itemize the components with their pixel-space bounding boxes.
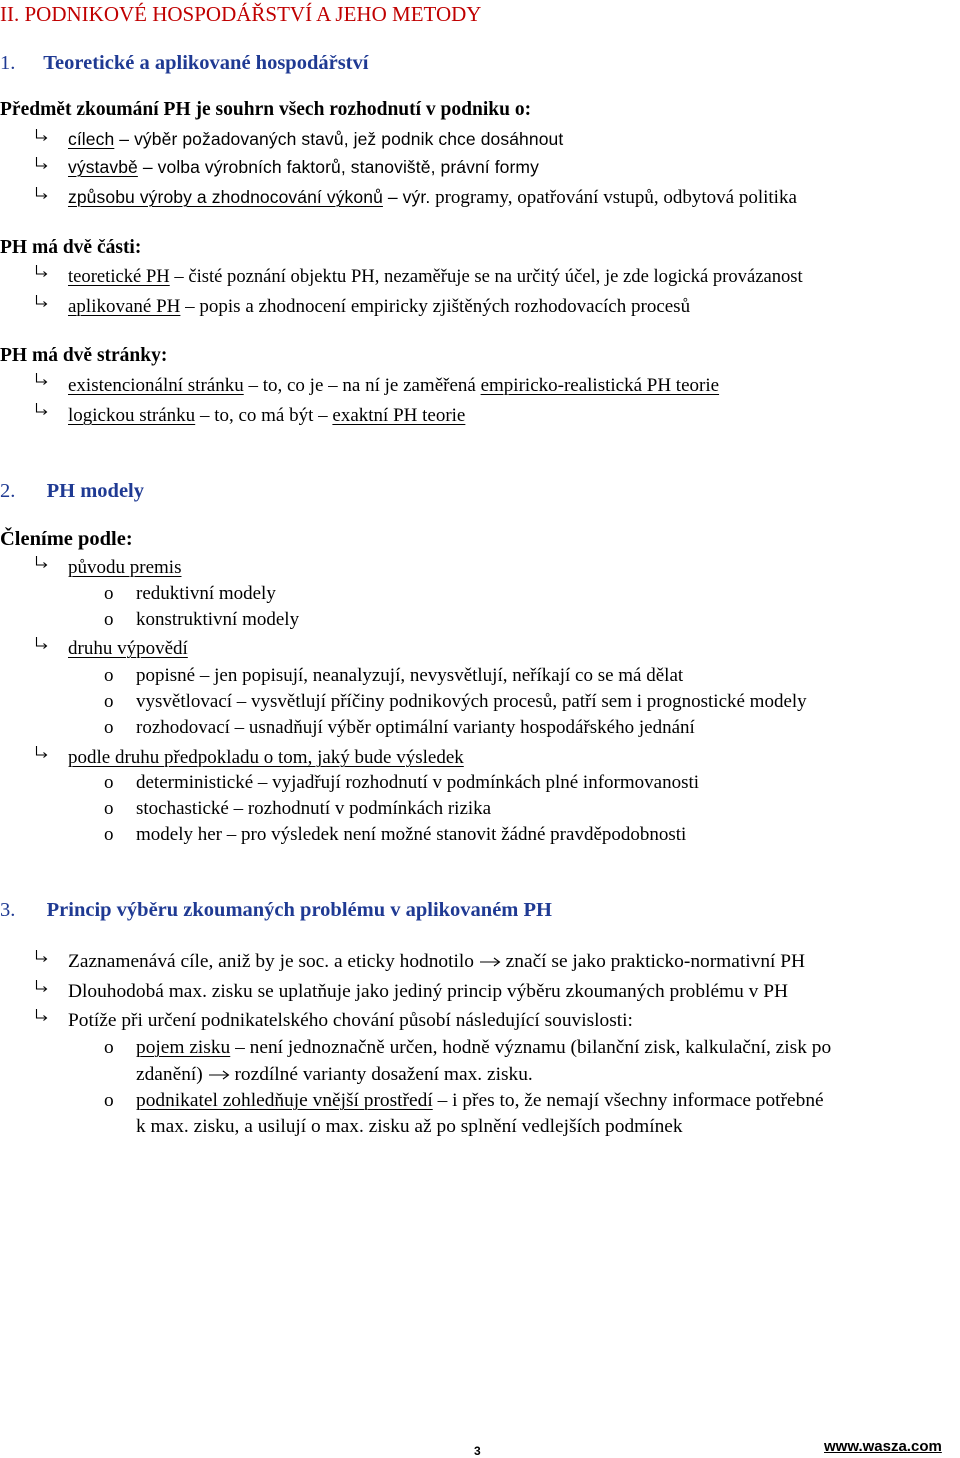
sub-bullet: o: [104, 583, 114, 604]
list-term: podnikatel zohledňuje vnější prostředí: [136, 1090, 433, 1111]
section-1-number: 1.: [0, 52, 16, 74]
sub-item: vysvětlovací – vysvětlují příčiny podnikových procesů, patří sem i prognostické modely: [136, 691, 807, 712]
corner-arrow-icon: [35, 373, 48, 386]
section-2-subheading: Členíme podle:: [0, 528, 133, 550]
section-3-heading: [0, 900, 552, 921]
sub-bullet: o: [104, 665, 114, 686]
list-term: aplikované PH: [68, 296, 181, 317]
list-term: cílech: [68, 129, 115, 149]
list-term: výstavbě: [68, 157, 138, 177]
sub-item: popisné – jen popisují, neanalyzují, nevysvětlují, neříkají co se má dělat: [136, 665, 684, 686]
corner-arrow-icon: [35, 403, 48, 416]
list-term: exaktní PH teorie: [332, 405, 466, 426]
sub-bullet: o: [104, 1090, 114, 1111]
sub-bullet: o: [104, 798, 114, 819]
sub-bullet: o: [104, 609, 114, 630]
sub-bullet: o: [104, 824, 114, 845]
sub-bullet: o: [104, 717, 114, 738]
sides-heading: PH má dvě stránky:: [0, 345, 168, 366]
sub-item: pojem zisku – není jednoznačně určen, hodně významu (bilanční zisk, kalkulační, zisk po: [136, 1037, 832, 1058]
site-link[interactable]: www.wasza.com: [824, 1438, 942, 1455]
sub-item: rozhodovací – usnadňují výběr optimální varianty hospodářského jednání: [136, 717, 695, 738]
sub-item-continuation: zdanění) rozdílné varianty dosažení max. zisku.: [136, 1064, 533, 1085]
sub-item: konstruktivní modely: [136, 609, 300, 630]
parts-heading: PH má dvě části:: [0, 237, 142, 258]
list-term: druhu výpovědí: [68, 638, 188, 659]
corner-arrow-icon: [35, 129, 48, 142]
corner-arrow-icon: [35, 265, 48, 278]
sub-bullet: o: [104, 691, 114, 712]
corner-arrow-icon: [35, 187, 48, 200]
corner-arrow-icon: [35, 556, 48, 569]
corner-arrow-icon: [35, 295, 48, 308]
section-3-number: 3.: [0, 899, 16, 921]
section-1-intro: Předmět zkoumání PH je souhrn všech rozhodnutí v podniku o:: [0, 99, 532, 120]
right-arrow-icon: [208, 1066, 230, 1085]
sub-bullet: o: [104, 1037, 114, 1058]
page-number: 3: [474, 1444, 481, 1458]
sub-item: reduktivní modely: [136, 583, 276, 604]
sub-bullet: o: [104, 772, 114, 793]
list-term: empiricko-realistická PH teorie: [480, 375, 720, 396]
list-term: logickou stránku: [68, 405, 196, 426]
sub-item: modely her – pro výsledek není možné stanovit žádné pravděpodobnosti: [136, 824, 687, 845]
list-term: pojem zisku: [136, 1037, 231, 1058]
list-term: podle druhu předpokladu o tom, jaký bude výsledek: [68, 747, 464, 768]
corner-arrow-icon: [35, 980, 48, 993]
corner-arrow-icon: [35, 1009, 48, 1022]
right-arrow-icon: [479, 953, 501, 972]
list-text: Dlouhodobá max. zisku se uplatňuje jako jediný princip výběru zkoumaných problému v PH: [68, 981, 789, 1002]
list-term: původu premis: [68, 557, 182, 578]
section-1-title: Teoretické a aplikované hospodářství: [43, 52, 369, 74]
sub-item: podnikatel zohledňuje vnější prostředí – i přes to, že nemají všechny informace potřebné: [136, 1090, 824, 1111]
list-term: teoretické PH: [68, 266, 170, 287]
section-2-title: PH modely: [46, 480, 144, 502]
list-term: způsobu výroby a zhodnocování výkonů: [68, 187, 383, 207]
sub-item-continuation: k max. zisku, a usilují o max. zisku až po splnění vedlejších podmínek: [136, 1116, 683, 1137]
section-3-title: Princip výběru zkoumaných problému v aplikovaném PH: [46, 899, 552, 921]
list-text: Potíže při určení podnikatelského chování působí následující souvislosti:: [68, 1010, 633, 1031]
page-title: II. PODNIKOVÉ HOSPODÁŘSTVÍ A JEHO METODY: [0, 2, 482, 26]
sub-item: deterministické – vyjadřují rozhodnutí v podmínkách plné informovanosti: [136, 772, 700, 793]
sub-item: stochastické – rozhodnutí v podmínkách rizika: [136, 798, 492, 819]
list-term: existencionální stránku: [68, 375, 244, 396]
section-1-heading: [0, 53, 368, 74]
corner-arrow-icon: [35, 157, 48, 170]
section-2-number: 2.: [0, 480, 16, 502]
section-2-heading: [0, 481, 144, 502]
corner-arrow-icon: [35, 746, 48, 759]
corner-arrow-icon: [35, 950, 48, 963]
corner-arrow-icon: [35, 637, 48, 650]
